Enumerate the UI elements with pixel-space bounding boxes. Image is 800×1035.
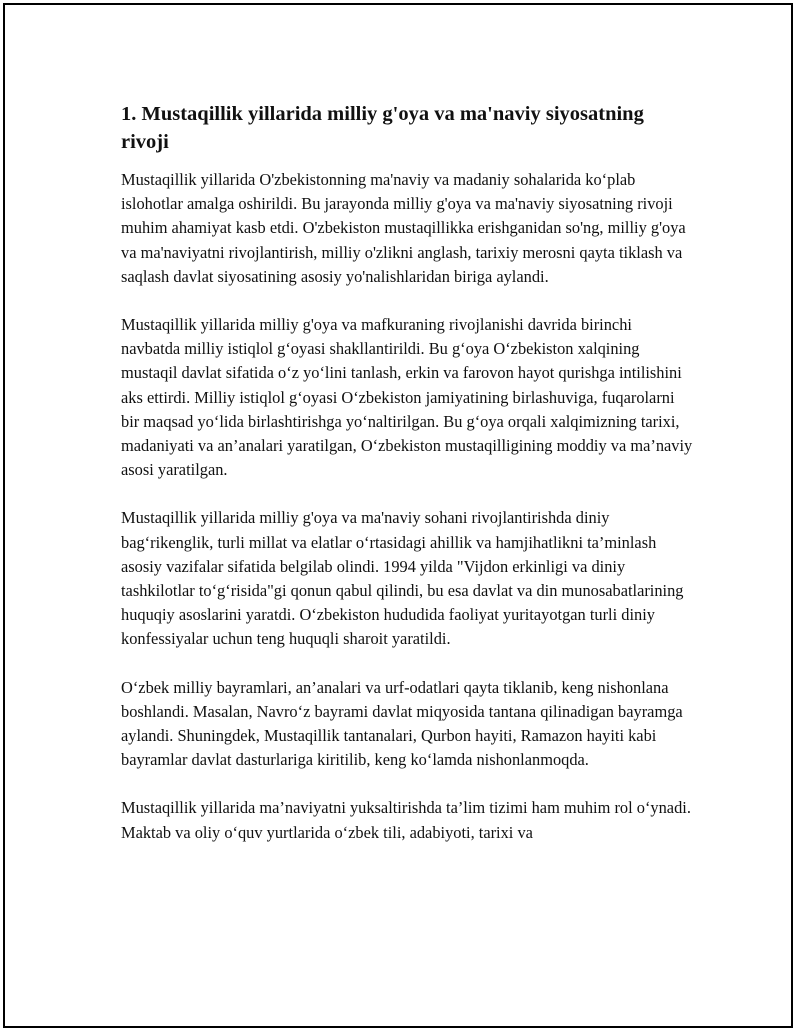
document-page xyxy=(3,3,793,1028)
document-body xyxy=(121,100,693,869)
paragraph-5: Mustaqillik yillarida ma’naviyatni yuksaltirishda ta’lim tizimi ham muhim rol o‘ynadi. Maktab va oliy o‘quv yurtlarida o‘zbek tili, adabiyoti, tarixi va xyxy=(121,798,691,842)
paragraph-2: Mustaqillik yillarida milliy g'oya va mafkuraning rivojlanishi davrida birinchi navbatda milliy istiqlol g‘oyasi shakllantirildi. Bu g‘oya O‘zbekiston xalqining mustaqil davlat sifatida o‘z yo‘lini tanlash, erkin va farovon hayot qurishga intilishini aks ettirdi. Milliy istiqlol g‘oyasi O‘zbekiston jamiyatining birlashuviga, fuqarolarni bir maqsad yo‘lida birlashtirishga yo‘naltirilgan. Bu g‘oya orqali xalqimizning tarixi, madaniyati va an’analari yaratilgan, O‘zbekiston mustaqilligining moddiy va ma’naviy asosi yaratilgan. xyxy=(121,315,693,480)
section-heading: 1. Mustaqillik yillarida milliy g'oya va ma'naviy siyosatning rivoji xyxy=(121,103,644,153)
paragraph-4: O‘zbek milliy bayramlari, an’analari va urf-odatlari qayta tiklanib, keng nishonlana boshlandi. Masalan, Navro‘z bayrami davlat miqyosida tantana qilinadigan bayramga aylandi. Shuningdek, Mustaqillik tantanalari, Qurbon hayiti, Ramazon hayiti kabi bayramlar davlat dasturlariga kiritilib, keng ko‘lamda nishonlanmoqda. xyxy=(121,677,683,770)
paragraph-3: Mustaqillik yillarida milliy g'oya va ma'naviy sohani rivojlantirishda diniy bag‘rikenglik, turli millat va elatlar o‘rtasidagi ahillik va hamjihatlikni ta’minlash asosiy vazifalar sifatida belgilab olindi. 1994 yilda "Vijdon erkinligi va diniy tashkilotlar to‘g‘risida"gi qonun qabul qilindi, bu esa davlat va din munosabatlarining huquqiy asoslarini yaratdi. O‘zbekiston hududida faoliyat yuritayotgan turli diniy konfessiyalar uchun teng huquqli sharoit yaratildi. xyxy=(121,508,684,649)
paragraph-1: Mustaqillik yillarida O'zbekistonning ma'naviy va madaniy sohalarida ko‘plab islohotlar amalga oshirildi. Bu jarayonda milliy g'oya va ma'naviy siyosatning rivoji muhim ahamiyat kasb etdi. O'zbekiston mustaqillikka erishganidan so'ng, milliy g'oya va ma'naviyatni rivojlantirish, milliy o'zlikni anglash, tarixiy merosni qayta tiklash va saqlash davlat siyosatining asosiy yo'nalishlaridan biriga aylandi. xyxy=(121,170,686,286)
